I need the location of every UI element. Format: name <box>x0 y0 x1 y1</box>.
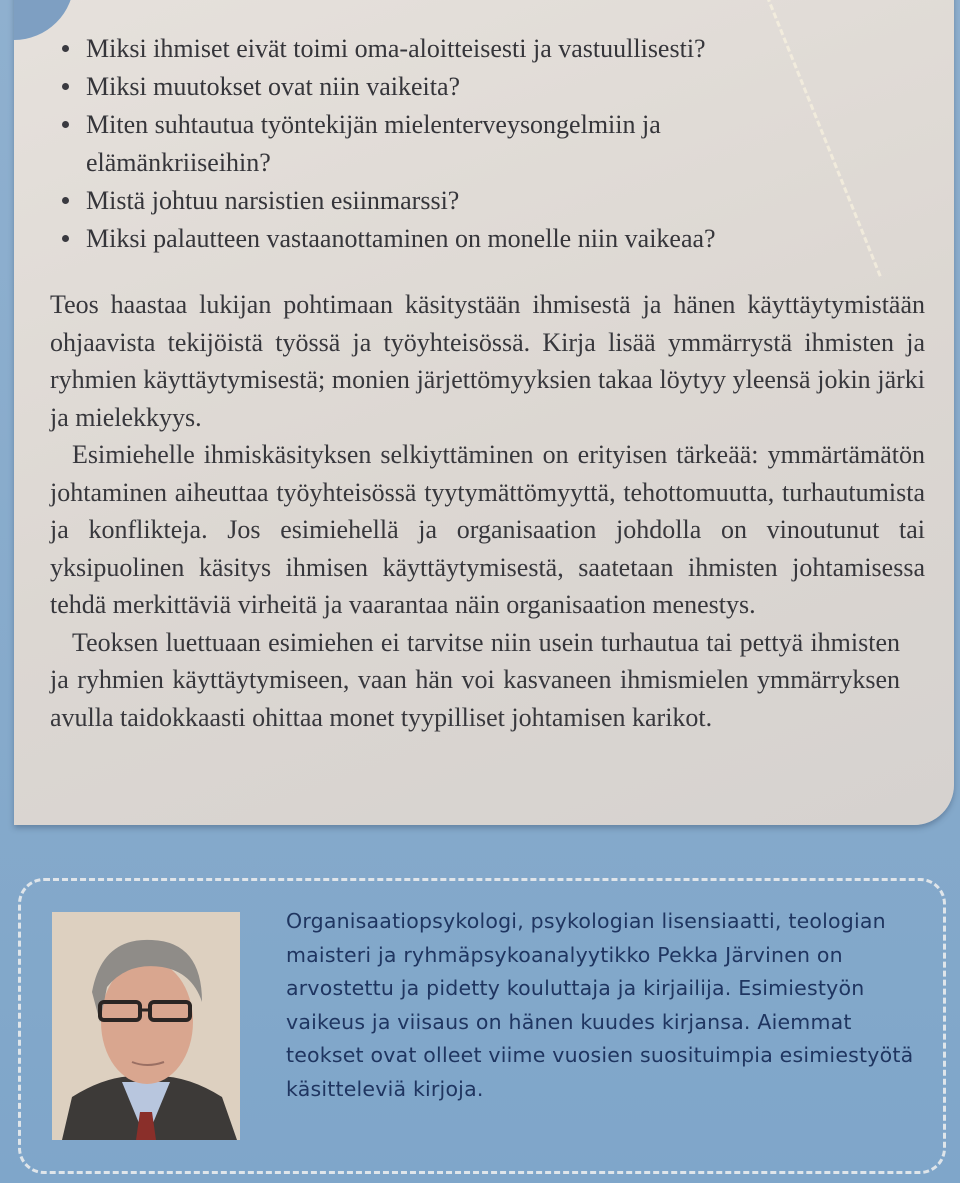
question-item: Miksi palautteen vastaanottaminen on monelle niin vaikeaa? <box>60 220 786 258</box>
paragraph: Teos haastaa lukijan pohtimaan käsitystään ihmisestä ja hänen käyttäytymistään ohjaavista tekijöistä työssä ja työyhteisössä. Kirja lisää ymmärrystä ihmisten ja ryhmien käyttäytymisestä; monien järjettömyyksien takaa löytyy yleensä jokin järki ja mielekkyys. <box>50 290 925 432</box>
description-text <box>50 286 925 736</box>
description-card <box>14 0 954 825</box>
bullet-icon <box>62 121 69 128</box>
question-item: Miksi muutokset ovat niin vaikeita? <box>60 68 786 106</box>
bullet-icon <box>62 83 69 90</box>
author-bio: Organisaatiopsykologi, psykologian lisensiaatti, teologian maisteri ja ryhmäpsykoanalyytikko Pekka Järvinen on arvostettu ja pidetty kouluttaja ja kirjailija. Esimiestyön vaikeus ja viisaus on hänen kuudes kirjansa. Aiemmat teokset ovat olleet viime vuosien suosituimpia esimiestyötä käsitteleviä kirjoja. <box>286 909 914 1101</box>
question-item: Mistä johtuu narsistien esiinmarssi? <box>60 182 786 220</box>
paragraph: Esimiehelle ihmiskäsityksen selkiyttäminen on erityisen tärkeää: ymmärtämätön johtaminen aiheuttaa työyhteisössä tyytymättömyyttä, tehottomuutta, turhautumista ja konflikteja. Jos esimiehellä ja organisaation johdolla on vinoutunut tai yksipuolinen käsitys ihmisen käyttäytymisestä, saatetaan ihmisten johtamisessa tehdä merkittäviä virheitä ja vaarantaa näin organisaation menestys. <box>50 440 925 619</box>
paragraph: Teoksen luettuaan esimiehen ei tarvitse niin usein turhautua tai pettyä ihmisten ja ryhmien käyttäytymiseen, vaan hän voi kasvaneen ihmismielen ymmärryksen avulla taidokkaasti ohittaa monet tyypilliset johtamisen karikot. <box>50 627 900 732</box>
question-item: Miten suhtautua työntekijän mielenterveysongelmiin ja elämänkriiseihin? <box>60 106 786 182</box>
author-photo <box>52 912 240 1140</box>
bullet-icon <box>62 45 69 52</box>
question-item: Miksi ihmiset eivät toimi oma-aloitteisesti ja vastuullisesti? <box>60 30 786 68</box>
bullet-icon <box>62 235 69 242</box>
question-list <box>60 30 786 258</box>
bullet-icon <box>62 197 69 204</box>
author-portrait-icon <box>52 912 240 1140</box>
